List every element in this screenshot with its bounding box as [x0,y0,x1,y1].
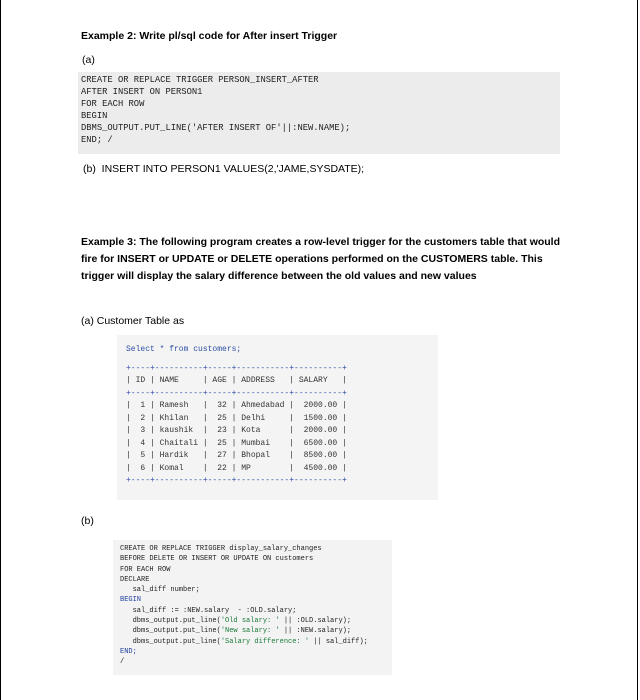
code-line: BEGIN [81,111,108,121]
code-line: BEFORE DELETE OR INSERT OR UPDATE ON customers [120,555,314,564]
code-line: DECLARE [120,575,150,584]
code-line: FOR EACH ROW [120,565,171,574]
code-line: AFTER INSERT ON PERSON1 [81,87,203,97]
table-border: +----+----------+-----+-----------+----------+ [126,388,347,398]
string-literal: 'New salary: ' [220,627,280,636]
table-row: | 3 | kaushik | 23 | Kota | 2000.00 | [126,426,347,435]
table-row: | 2 | Khilan | 25 | Delhi | 1500.00 | [126,413,347,423]
code-segment: || sal_diff); [309,637,368,646]
code-segment: dbms_output.put_line( [120,637,221,646]
table-header-row: | ID | NAME | AGE | ADDRESS | SALARY | [126,376,347,385]
example3-paragraph: Example 3: The following program creates a row-level trigger for the customers table that would fire for INSERT or UPDATE or DELETE operations performed on the CUSTOMERS table. This trigger will display the salary difference between the old values and new values [81,236,561,282]
string-literal: 'Old salary: ' [220,617,280,626]
code-line: BEGIN [120,596,142,605]
code-line: CREATE OR REPLACE TRIGGER display_salary_changes [120,545,322,553]
string-literal: 'Salary difference: ' [220,637,310,646]
code-segment: || :NEW.salary); [279,627,352,636]
code-line: / [120,658,125,667]
code-segment: || :OLD.salary); [279,617,352,626]
table-row: | 1 | Ramesh | 32 | Ahmedabad | 2000.00 | [126,401,347,410]
code-line: sal_diff := :NEW.salary - :OLD.salary; [120,606,297,615]
code-line: DBMS_OUTPUT.PUT_LINE('AFTER INSERT OF'||:NEW.NAME); [81,123,351,133]
salary-trigger-code-panel [113,540,392,675]
table-row: | 4 | Chaitali | 25 | Mumbai | 6500.00 | [126,438,347,448]
code-line: END; [120,647,137,656]
code-line: sal_diff number; [120,586,200,595]
code-line [120,626,392,636]
code-line: END; / [81,135,113,145]
code-line [120,637,392,647]
code-line: FOR EACH ROW [81,99,145,109]
code-segment: dbms_output.put_line( [120,627,221,636]
example2-part-b-statement: (b) INSERT INTO PERSON1 VALUES(2,'JAME,SYSDATE); [83,163,365,175]
customer-table-query-panel [117,335,438,500]
example3-part-b-label: (b) [81,515,94,527]
table-row: | 5 | Hardik | 27 | Bhopal | 8500.00 | [126,451,347,460]
code-line: CREATE OR REPLACE TRIGGER PERSON_INSERT_AFTER [81,75,319,85]
person-trigger-code-block [78,72,560,154]
table-row: | 6 | Komal | 22 | MP | 4500.00 | [126,463,347,473]
page-left-edge [0,0,1,700]
code-segment: dbms_output.put_line( [120,617,221,626]
sql-select-prompt: Select * from customers; [126,345,242,354]
example2-part-a-label: (a) [82,54,95,66]
page-right-edge [637,0,638,700]
code-line [120,616,392,626]
table-border: +----+----------+-----+-----------+----------+ [126,476,347,485]
example2-heading: Example 2: Write pl/sql code for After insert Trigger [81,30,338,42]
table-border: +----+----------+-----+-----------+----------+ [126,363,347,373]
example3-part-a-label: (a) Customer Table as [81,315,185,327]
